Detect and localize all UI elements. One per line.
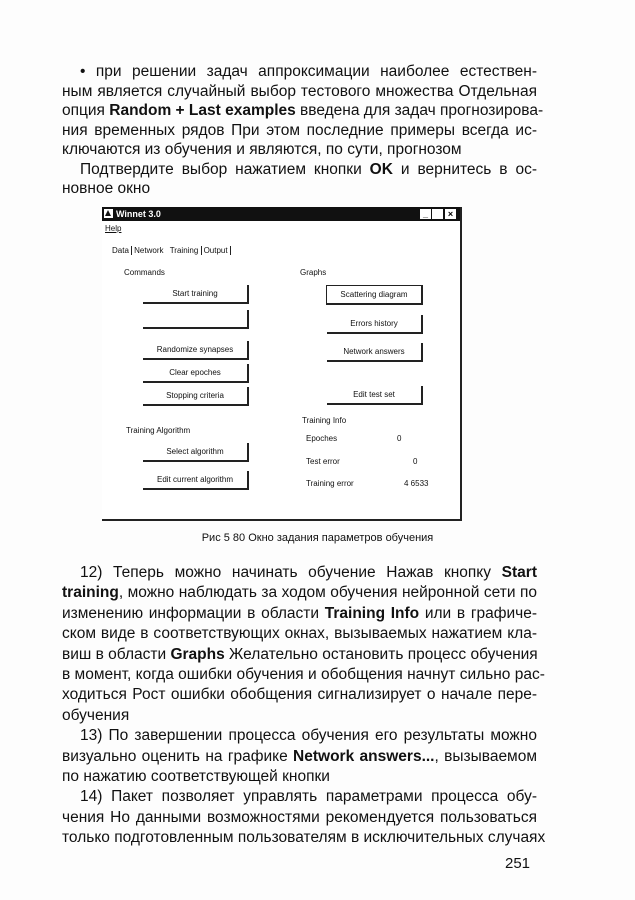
bold-term: Start [501,564,537,581]
text-line [80,726,537,746]
tab-bar [112,246,231,255]
text-line [62,747,537,767]
text-segment: визуально оценить на графике [62,747,294,765]
text-segment: по нажатию соответствующей кнопки [62,768,330,785]
text-segment: 12) Теперь можно начинать обучение Нажав кнопку [80,564,502,581]
text-line [62,604,537,624]
maximize-icon[interactable] [432,209,443,219]
edit-current-algorithm-button[interactable]: Edit current algorithm [143,471,249,490]
text-line [62,583,537,603]
page-number: 251 [505,855,531,872]
menu-help[interactable]: Help [105,224,122,233]
bold-term: Graphs [170,645,225,663]
text-segment: • при решении задач аппроксимации наиболее естествен- [80,63,537,80]
bold-term: Network answers... [293,747,435,765]
text-line [80,787,537,807]
text-segment: , вызываемом [434,747,537,765]
bold-term: OK [369,160,393,178]
graphs-label: Graphs [300,268,327,277]
training-algorithm-label: Training Algorithm [126,426,191,435]
randomize-synapses-button[interactable]: Randomize synapses [143,341,249,360]
text-line [62,624,537,644]
test-error-label: Test error [306,457,340,466]
text-line [80,62,537,82]
text-line [62,121,537,141]
text-line [62,82,537,102]
text-line [62,645,537,665]
text-segment: чения Но данными возможностями рекомендуется пользоваться [62,808,537,826]
text-segment: Подтвердите выбор нажатием кнопки [80,160,370,178]
minimize-icon[interactable]: _ [420,209,431,219]
text-segment: введена для задач прогнозирова- [295,102,544,119]
blank-button[interactable] [143,310,249,329]
errors-history-button[interactable]: Errors history [327,315,423,334]
app-icon [104,209,113,218]
epoches-label: Epoches [306,434,338,443]
network-answers-button[interactable]: Network answers [327,343,423,362]
text-segment: , можно наблюдать за ходом обучения нейронной сети по [118,584,537,602]
training-info-label: Training Info [302,416,347,425]
bold-term: training [62,584,119,602]
text-segment: опция [62,102,110,119]
title-bar [102,207,460,221]
text-segment: или в графиче- [419,604,537,622]
tab-data[interactable]: Data [112,246,129,255]
text-line [62,706,537,726]
text-line [62,685,537,705]
epoches-value: 0 [397,434,402,443]
commands-label: Commands [124,268,165,277]
text-segment: изменению информации в области [62,604,325,622]
tab-network[interactable]: Network [131,246,163,255]
window-title: Winnet 3.0 [116,209,161,219]
tab-training[interactable]: Training [169,246,199,255]
text-line [62,828,546,848]
text-line [62,101,544,121]
bold-term: Training Info [324,604,420,622]
text-segment: ным является случайный выбор тестового множества Отдельная [62,82,537,100]
text-line [80,563,537,583]
text-segment: ния временных рядов При этом последние примеры всегда ис- [62,121,537,139]
stopping-criteria-button[interactable]: Stopping criteria [143,387,249,406]
text-line [62,665,545,685]
winnet-window [102,207,462,521]
text-segment: виш в области [62,645,171,663]
text-segment: ском виде в соответствующих окнах, вызываемых нажатием кла- [62,625,537,643]
text-segment: только подготовленным пользователям в исключительных случаях [62,829,546,847]
text-segment: в момент, когда ошибки обучения и обобщения начнут сильно рас- [62,666,545,683]
text-segment: 14) Пакет позволяет управлять параметрами процесса обу- [80,788,537,806]
text-segment: и вернитесь в ос- [392,160,537,178]
figure-caption: Рис 5 80 Окно задания параметров обучения [201,532,434,544]
text-line [62,767,537,787]
text-segment: обучения [62,706,130,724]
text-line [80,160,537,180]
text-line [62,140,537,160]
text-segment: ходиться Рост ошибки обобщения сигнализирует о начале пере- [62,686,537,704]
select-algorithm-button[interactable]: Select algorithm [143,443,249,462]
close-icon[interactable]: × [445,209,456,219]
tab-output[interactable]: Output [201,246,231,255]
clear-epoches-button[interactable]: Clear epoches [143,364,249,383]
start-training-button[interactable]: Start training [143,285,249,304]
training-error-value: 4 6533 [404,479,429,488]
training-error-label: Training error [306,479,354,488]
text-segment: 13) По завершении процесса обучения его результаты можно [80,727,537,745]
scattering-diagram-button[interactable]: Scattering diagram [326,285,423,305]
text-segment: ключаются из обучения и являются, по сути, прогнозом [62,141,462,158]
text-line [62,808,537,828]
bold-term: Random + Last examples [109,102,296,119]
text-segment: Желательно остановить процесс обучения [224,645,538,663]
text-line [62,179,537,199]
edit-test-set-button[interactable]: Edit test set [327,386,423,405]
text-segment: новное окно [62,180,151,197]
test-error-value: 0 [413,457,418,466]
